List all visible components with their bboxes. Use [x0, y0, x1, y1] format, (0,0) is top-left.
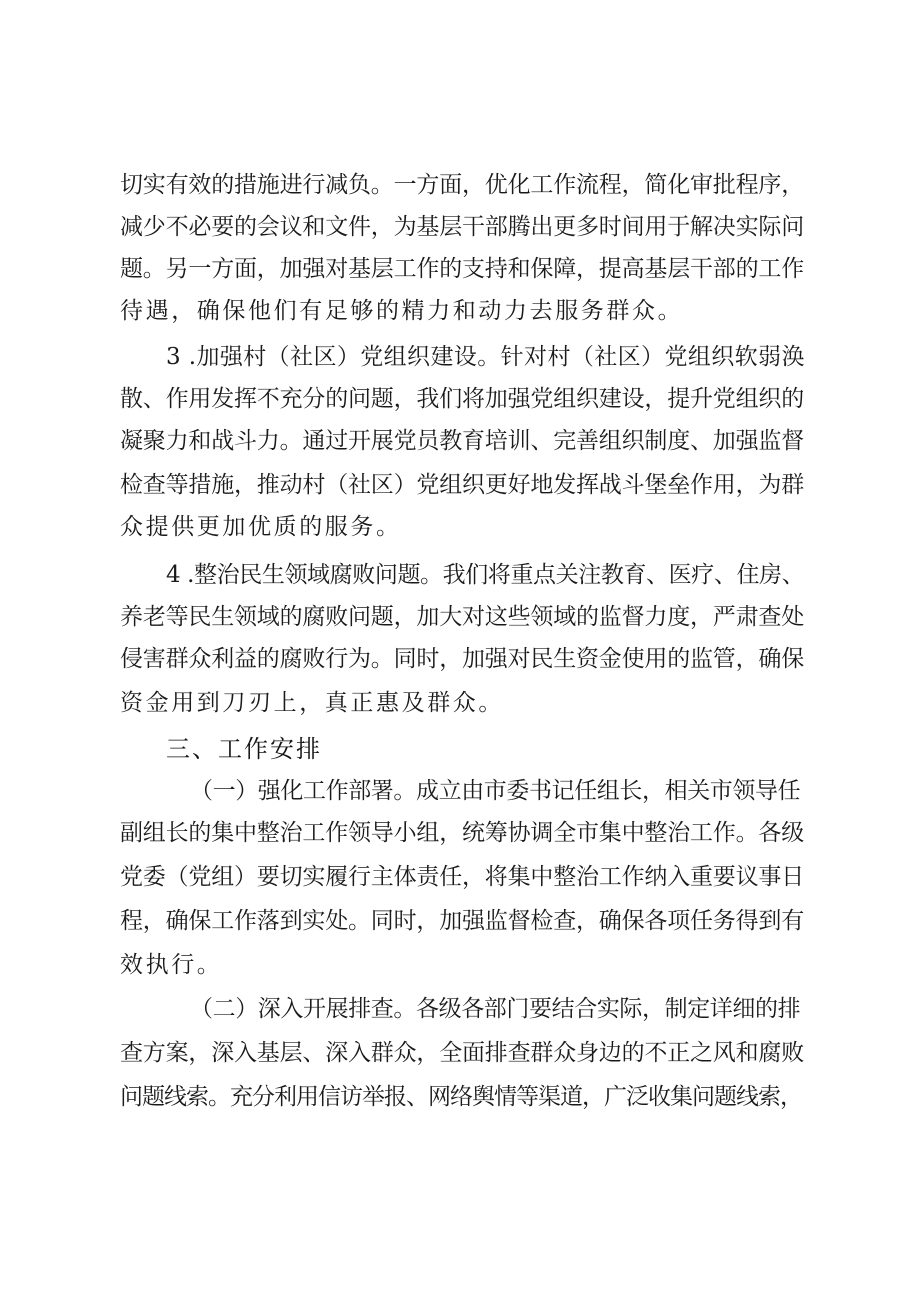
body-text-line: 程，确保工作落到实处。同时，加强监督检查，确保各项任务得到有 — [120, 908, 805, 934]
body-text-line: 凝聚力和战斗力。通过开展党员教育培训、完善组织制度、加强监督 — [120, 428, 805, 454]
body-text-line: 散、作用发挥不充分的问题，我们将加强党组织建设，提升党组织的 — [120, 386, 805, 412]
body-text-line: 众提供更加优质的服务。 — [120, 514, 402, 540]
body-text-line: 效执行。 — [120, 952, 223, 978]
body-text-line: （二）深入开展排查。各级各部门要结合实际，制定详细的排 — [190, 996, 801, 1022]
body-text-line: 侵害群众利益的腐败行为。同时，加强对民生资金使用的监管，确保 — [120, 646, 805, 672]
body-text-line: 检查等措施，推动村（社区）党组织更好地发挥战斗堡垒作用，为群 — [120, 472, 805, 498]
body-text-line: 待遇，确保他们有足够的精力和动力去服务群众。 — [120, 298, 684, 324]
body-text-line: 副组长的集中整治工作领导小组，统筹协调全市集中整治工作。各级 — [120, 820, 805, 846]
body-text-line: （一）强化工作部署。成立由市委书记任组长，相关市领导任 — [190, 778, 801, 804]
body-text-line: 养老等民生领域的腐败问题，加大对这些领域的监督力度，严肃查处 — [120, 604, 805, 630]
body-text-line: 党委（党组）要切实履行主体责任，将集中整治工作纳入重要议事日 — [120, 864, 805, 890]
body-text-line: 问题线索。充分利用信访举报、网络舆情等渠道，广泛收集问题线索， — [120, 1084, 802, 1110]
body-text-line: 资金用到刀刃上，真正惠及群众。 — [120, 690, 504, 716]
body-text-line: 切实有效的措施进行减负。一方面，优化工作流程，简化审批程序， — [120, 172, 805, 198]
body-text-line: 3 .加强村（社区）党组织建设。针对村（社区）党组织软弱涣 — [166, 344, 805, 370]
body-text-line: 减少不必要的会议和文件，为基层干部腾出更多时间用于解决实际问 — [120, 214, 805, 240]
section-heading: 三、工作安排 — [166, 735, 322, 763]
body-text-line: 查方案，深入基层、深入群众，全面排查群众身边的不正之风和腐败 — [120, 1040, 805, 1066]
body-text-line: 4 .整治民生领域腐败问题。我们将重点关注教育、医疗、住房、 — [166, 562, 805, 588]
body-text-line: 题。另一方面，加强对基层工作的支持和保障，提高基层干部的工作 — [120, 256, 805, 282]
